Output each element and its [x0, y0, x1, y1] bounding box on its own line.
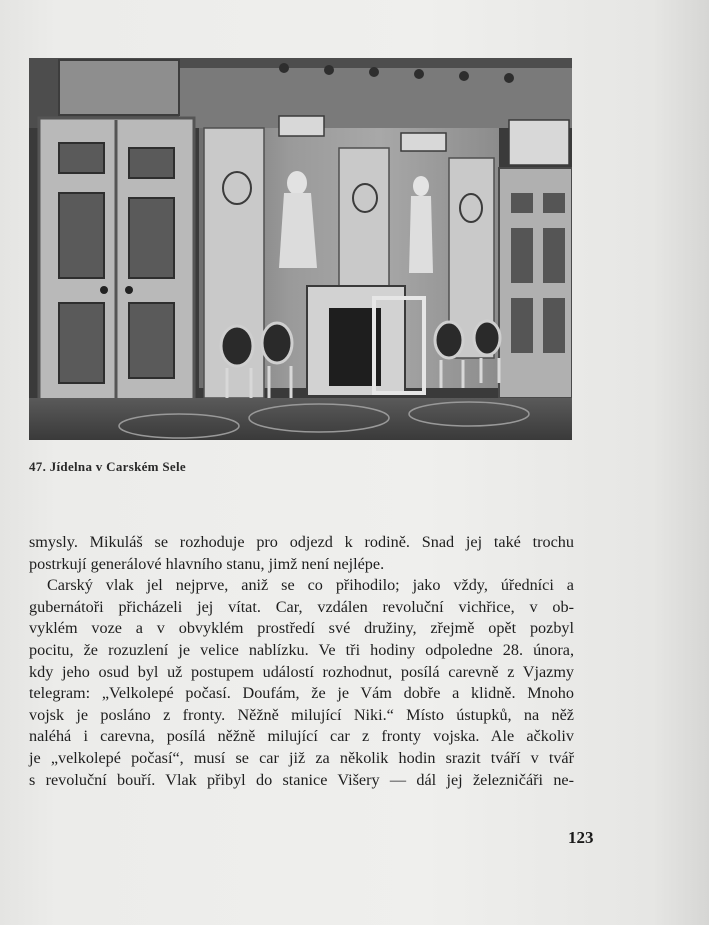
text-line: s revoluční bouří. Vlak přibyl do stanice Višery — dál jej železničáři ne- [29, 770, 574, 789]
figure-photo [29, 58, 572, 440]
text-line: gubernátoři přicházeli jej vítat. Car, vzdálen revoluční vichřice, v ob- [29, 597, 574, 616]
text-line: smysly. Mikuláš se rozhoduje pro odjezd k rodině. Snad jej také trochu [29, 533, 574, 551]
figure-caption: 47. Jídelna v Carském Sele [29, 459, 186, 474]
text-line: Carský vlak jel nejprve, aniž se co přihodilo; jako vždy, úředníci a [47, 576, 574, 595]
text-line: vyklém voze a v obvyklém prostředí své družiny, zřejmě opět pozbyl [29, 619, 574, 638]
text-line: vojsk je posláno z fronty. Něžně milující Niki.“ Místo ústupků, na něž [29, 705, 574, 724]
text-line: kdy jeho osud byl už postupem událostí rozhodnut, posílá carevně z Vjazmy [29, 662, 574, 681]
page-number: 123 [568, 828, 594, 847]
text-line: telegram: „Velkolepé počasí. Doufám, že je Vám dobře a klidně. Mnoho [29, 684, 574, 703]
text-line: postrkují generálové hlavního stanu, jimž není nejlépe. [29, 554, 385, 573]
body-text [29, 532, 574, 791]
text-line: je „velkolepé počasí“, musí se car již za několik hodin srazit tváří v tvář [29, 748, 574, 767]
text-line: naléhá i carevna, posílá něžně milující car z fronty vojska. Ale ačkoliv [29, 727, 574, 746]
text-line: pocitu, že rozuzlení je velice nablízku. Ve tři hodiny odpoledne 28. února, [29, 640, 574, 659]
